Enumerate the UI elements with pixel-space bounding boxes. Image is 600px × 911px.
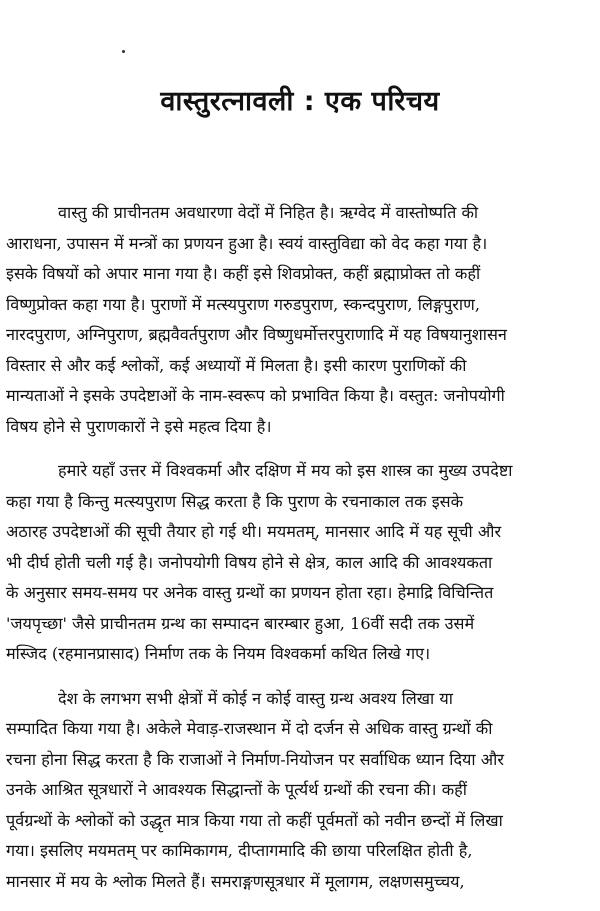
paragraph-1 [6, 198, 594, 442]
text-line: हमारे यहाँ उत्तर में विश्वकर्मा और दक्षिण में मय को इस शास्त्र का मुख्य उपदेष्टा [58, 461, 513, 480]
text-line: विषय होने से पुराणकारों ने इसे महत्व दिया है। [6, 416, 272, 436]
text-line: आराधना, उपासन में मन्त्रों का प्रणयन हुआ है। स्वयं वास्तुविद्या को वेद कहा गया है। [6, 233, 488, 253]
text-line: विस्तार से और कई श्लोकों, कई अध्यायों में मिलता है। इसी कारण पुराणिकों की [6, 355, 467, 375]
text-line: पूर्वग्रन्थों के श्लोकों को उद्धृत मात्र किया गया तो कहीं पूर्वमतों को नवीन छन्दों में लिखा [6, 810, 503, 830]
ink-speck [122, 50, 125, 53]
text-line: भी दीर्घ होती चली गई है। जनोपयोगी विषय होने से क्षेत्र, काल आदि की आवश्यकता [6, 552, 493, 572]
paragraph-2 [6, 456, 594, 670]
body-text [6, 198, 594, 911]
text-line: वास्तु की प्राचीनतम अवधारणा वेदों में निहित है। ऋग्वेद में वास्तोष्पति की [58, 203, 479, 222]
text-line: गया। इसलिए मयमतम् पर कामिकागम, दीप्तागमादि की छाया परिलक्षित होती है, [6, 841, 473, 860]
chapter-title: वास्तुरत्नावली : एक परिचय [160, 86, 440, 117]
text-line: अठारह उपदेष्टाओं की सूची तैयार हो गई थी। मयमतम्, मानसार आदि में यह सूची और [6, 522, 502, 541]
text-line: रचना होना सिद्ध करता है कि राजाओं ने निर्माण-नियोजन पर सर्वाधिक ध्यान दिया और [6, 749, 504, 769]
text-line: के अनुसार समय-समय पर अनेक वास्तु ग्रन्थों का प्रणयन होता रहा। हेमाद्रि विचिन्तित [6, 583, 494, 602]
text-line: इसके विषयों को अपार माना गया है। कहीं इसे शिवप्रोक्त, कहीं ब्रह्माप्रोक्त तो कहीं [6, 264, 481, 283]
text-line: मानसार में मय के श्लोक मिलते हैं। समराङ्गणसूत्रधार में मूलागम, लक्षणसमुच्चय, [6, 871, 465, 891]
text-line: कहा गया है किन्तु मत्स्यपुराण सिद्ध करता है कि पुराण के रचनाकाल तक इसके [6, 491, 464, 511]
paragraph-3 [6, 684, 594, 898]
text-line: विष्णुप्रोक्त कहा गया है। पुराणों में मत्स्यपुराण गरुडपुराण, स्कन्दपुराण, लिङ्गपुराण, [6, 294, 480, 314]
text-line: 'जयपृच्छा' जैसे प्राचीनतम ग्रन्थ का सम्पादन बारम्बार हुआ, 16वीं सदी तक उसमें [6, 613, 475, 633]
text-line: सम्पादित किया गया है। अकेले मेवाड़-राजस्थान में दो दर्जन से अधिक वास्तु ग्रन्थों की [6, 719, 493, 738]
text-line: मान्यताओं ने इसके उपदेष्टाओं के नाम-स्वरूप को प्रभावित किया है। वस्तुत: जनोपयोगी [6, 386, 505, 405]
text-line: उनके आश्रित सूत्रधारों ने आवश्यक सिद्धान्तों के पूर्त्यर्थ ग्रन्थों की रचना की। कहीं [6, 780, 467, 799]
text-line: देश के लगभग सभी क्षेत्रों में कोई न कोई वास्तु ग्रन्थ अवश्य लिखा या [58, 688, 453, 708]
text-line: मस्जिद (रहमानप्रासाद) निर्माण तक के नियम विश्वकर्मा कथित लिखे गए। [6, 644, 431, 663]
text-line: नारदपुराण, अग्निपुराण, ब्रह्मवैवर्तपुराण और विष्णुधर्मोत्तरपुराणादि में यह विषयानुशासन [6, 325, 507, 344]
